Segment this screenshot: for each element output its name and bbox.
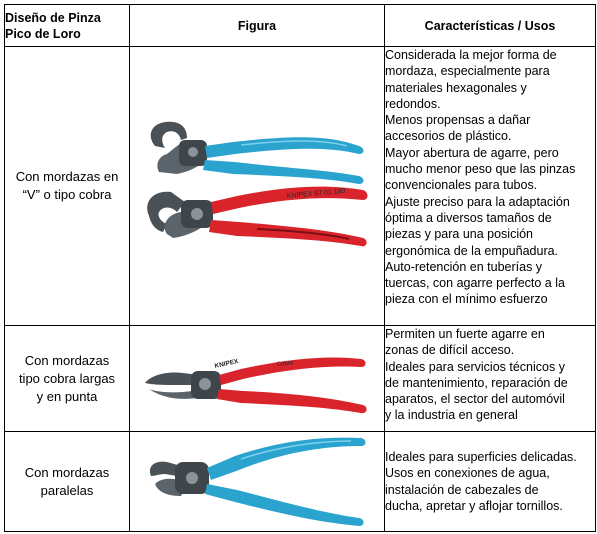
design-line: Con mordazas xyxy=(24,352,110,368)
figure-cell xyxy=(130,47,385,326)
use-item: Ideales para servicios técnicos y de mantenimiento, reparación de aparatos, el sector del automóvil y la industria en general xyxy=(385,359,568,423)
design-cell xyxy=(5,326,130,432)
design-line: Con mordazas en xyxy=(15,169,119,184)
use-item: Menos propensas a dañar accesorios de plástico. xyxy=(385,113,531,144)
table-row xyxy=(5,432,596,532)
use-item: Mayor abertura de agarre, pero mucho menor peso que las pinzas convencionales para tubos. xyxy=(385,145,576,193)
use-item: Permiten un fuerte agarre en zonas de difícil acceso. xyxy=(385,327,545,358)
header-row xyxy=(5,5,596,47)
pliers-model-text: Cobra xyxy=(276,359,294,368)
blue-pliers xyxy=(151,122,364,184)
header-figure: Figura xyxy=(130,5,385,47)
uses-cell xyxy=(385,326,596,432)
red-pliers xyxy=(147,187,367,247)
uses-cell xyxy=(385,47,596,326)
use-item: Ideales para superficies delicadas. xyxy=(385,449,577,464)
figure-cell xyxy=(130,432,385,532)
table-row xyxy=(5,47,596,326)
design-line: Con mordazas xyxy=(24,464,110,480)
uses-cell xyxy=(385,432,596,532)
use-item: Considerada la mejor forma de mordaza, especialmente para materiales hexagonales y redondos. xyxy=(385,48,557,111)
parallel-jaw-pliers-image xyxy=(137,434,377,530)
figure-cell xyxy=(130,326,385,432)
design-line: tipo cobra largas xyxy=(18,370,116,386)
use-item: Usos en conexiones de agua, instalación de cabezales de ducha, apretar y aflojar tornillos. xyxy=(385,466,563,513)
design-line: y en punta xyxy=(36,388,98,404)
use-item: Auto-retención en tuberías y tuercas, con agarre perfecto a la pieza con el mínimo esfuerzo xyxy=(385,259,565,307)
design-cell xyxy=(5,47,130,326)
header-design-line1: Diseño de Pinza xyxy=(5,10,101,25)
pliers-table xyxy=(4,4,596,532)
table-row xyxy=(5,326,596,432)
pliers-brand-text: KNIPEX xyxy=(213,357,240,370)
pliers-brand-text: KNIPEX 87 01 180 xyxy=(286,187,346,200)
header-characteristics: Características / Usos xyxy=(385,5,596,47)
v-jaw-pliers-image xyxy=(137,116,377,256)
design-line: “V” o tipo cobra xyxy=(22,187,112,202)
long-cobra-pliers-image xyxy=(137,339,377,419)
design-cell xyxy=(5,432,130,532)
header-design xyxy=(5,5,130,47)
design-line: paralelas xyxy=(40,482,94,498)
use-item: Ajuste preciso para la adaptación óptima a diversos tamaños de piezas y para una posición ergonómica de la empuñadura. xyxy=(385,194,570,258)
header-design-line2: Pico de Loro xyxy=(5,26,81,41)
